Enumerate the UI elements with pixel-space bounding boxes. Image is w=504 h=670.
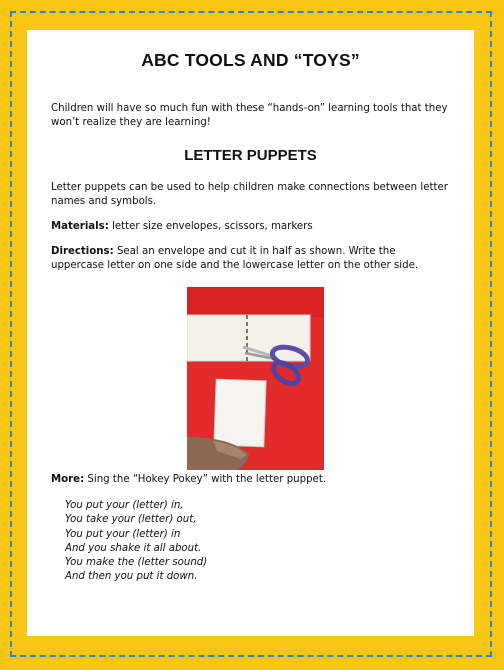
envelope-scissors-photo bbox=[187, 287, 324, 470]
materials-text: letter size envelopes, scissors, markers bbox=[112, 221, 313, 232]
intro-text: Children will have so much fun with these “hands-on” learning tools that they won’t realize they are learning! bbox=[51, 103, 448, 128]
materials-paragraph bbox=[51, 220, 451, 234]
poem-line: You put your (letter) in, bbox=[65, 500, 184, 511]
envelope-puppet bbox=[214, 379, 266, 447]
poem-line: And you shake it all about. bbox=[65, 542, 202, 554]
description-text: Letter puppets can be used to help children make connections between letter names and symbols. bbox=[51, 182, 448, 207]
poem-line: You make the (letter sound) bbox=[65, 557, 208, 569]
document-sheet bbox=[27, 30, 474, 636]
more-paragraph bbox=[51, 473, 451, 487]
directions-paragraph bbox=[51, 245, 451, 273]
more-label: More: bbox=[51, 474, 85, 485]
more-text: Sing the “Hokey Pokey” with the letter puppet. bbox=[87, 474, 327, 485]
document-content bbox=[27, 30, 474, 636]
page-title: ABC TOOLS AND “TOYS” bbox=[141, 50, 360, 70]
materials-label: Materials: bbox=[51, 221, 109, 232]
poem-line: You put your (letter) in bbox=[65, 528, 181, 540]
directions-label: Directions: bbox=[51, 246, 114, 257]
directions-text: Seal an envelope and cut it in half as shown. Write the uppercase letter on one side and the lowercase letter on the other side. bbox=[51, 246, 419, 271]
poem-line: And then you put it down. bbox=[65, 571, 198, 583]
poem bbox=[65, 499, 365, 585]
section-title: LETTER PUPPETS bbox=[184, 147, 317, 164]
poem-line: You take your (letter) out, bbox=[65, 514, 197, 526]
